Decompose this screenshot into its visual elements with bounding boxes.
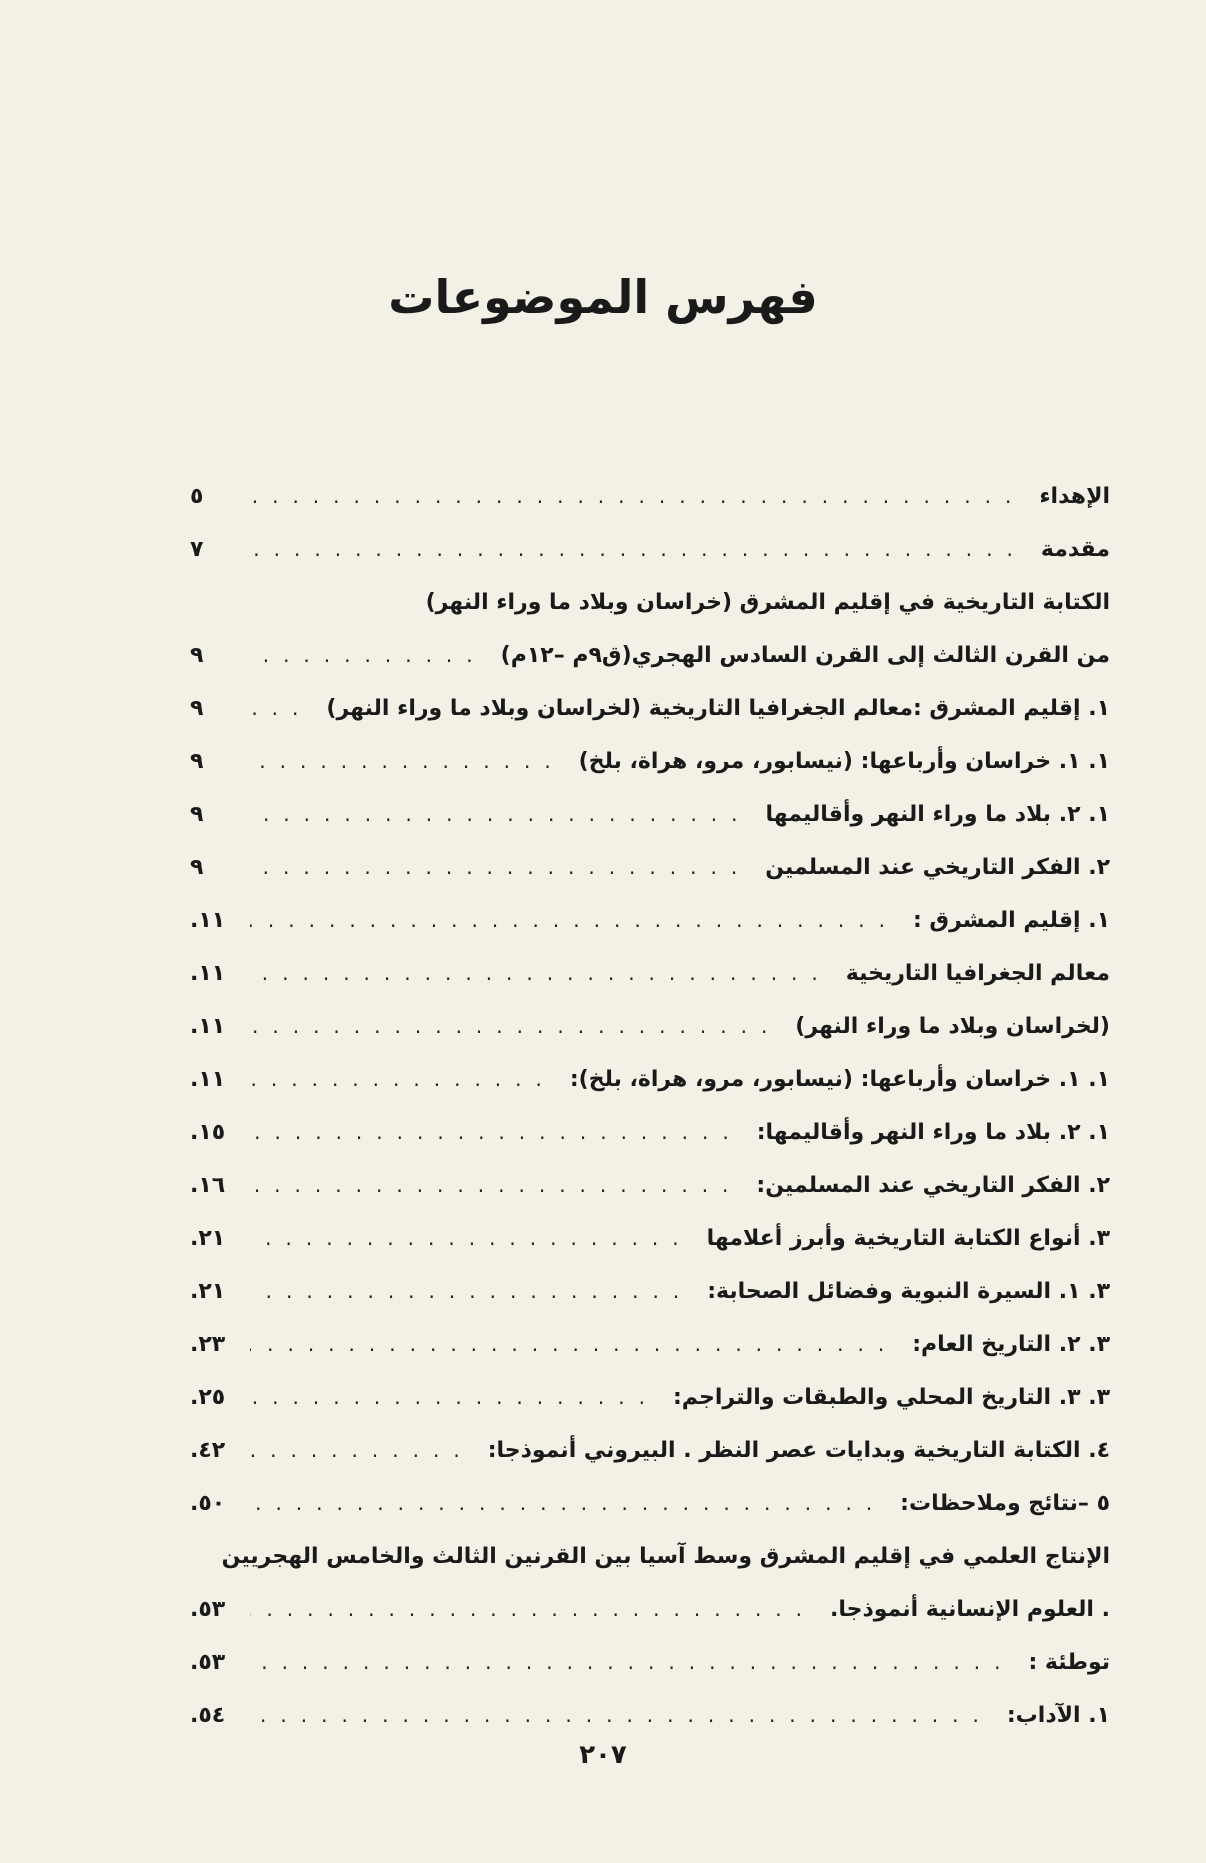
toc-label: مقدمة (1040, 537, 1110, 562)
toc-label: ١. الآداب: (1006, 1703, 1110, 1728)
toc-label: ٣. ٣. التاريخ المحلي والطبقات والتراجم: (672, 1385, 1110, 1410)
leader-dots (250, 1371, 659, 1424)
toc-row (190, 1530, 1110, 1583)
leader-dots (250, 788, 752, 841)
toc-label: ٢. الفكر التاريخي عند المسلمين (765, 855, 1110, 880)
toc-page-number: ٩ (190, 749, 204, 774)
toc-label: ٤. الكتابة التاريخية وبدايات عصر النظر . البيروني أنموذجا: (487, 1438, 1110, 1463)
leader-dots (250, 1636, 1014, 1689)
toc-label: ١. ١. خراسان وأرباعها: (نيسابور، مرو، هراة، بلخ) (578, 749, 1110, 774)
toc-row (190, 1212, 1110, 1265)
page-number: ٢٠٧ (579, 1740, 627, 1770)
toc-row (190, 1583, 1110, 1636)
toc-row (190, 629, 1110, 682)
toc-row (190, 1636, 1110, 1689)
toc-row (190, 1053, 1110, 1106)
toc-page-number: ٥٣. (190, 1650, 226, 1675)
page-title: فهرس الموضوعات (388, 270, 818, 324)
toc-page-number: ٧ (190, 537, 204, 562)
toc-label: ١. ٢. بلاد ما وراء النهر وأقاليمها: (756, 1120, 1110, 1145)
toc-label: . العلوم الإنسانية أنموذجا. (830, 1597, 1110, 1622)
toc-page-number: ١١. (190, 1067, 226, 1092)
toc-label: ٣. ١. السيرة النبوية وفضائل الصحابة: (707, 1279, 1110, 1304)
toc-row (190, 523, 1110, 576)
toc-row (190, 682, 1110, 735)
toc-page-number: ٢١. (190, 1226, 226, 1251)
toc-label: الإنتاج العلمي في إقليم المشرق وسط آسيا بين القرنين الثالث والخامس الهجريين (221, 1544, 1110, 1569)
leader-dots (250, 947, 832, 1000)
leader-dots (250, 1212, 693, 1265)
toc-page-number: ١٦. (190, 1173, 226, 1198)
toc-label: معالم الجغرافيا التاريخية (845, 961, 1110, 986)
toc-label: ٥ –نتائج وملاحظات: (900, 1491, 1110, 1516)
leader-dots (250, 1477, 886, 1530)
toc-label: الكتابة التاريخية في إقليم المشرق (خراسان وبلاد ما وراء النهر) (425, 590, 1110, 615)
toc-row (190, 1371, 1110, 1424)
toc-page-number: ٩ (190, 643, 204, 668)
toc-page-number: ١٥. (190, 1120, 226, 1145)
toc-label: (لخراسان وبلاد ما وراء النهر) (795, 1014, 1110, 1039)
toc-label: ١. إقليم المشرق : (912, 908, 1110, 933)
leader-dots (250, 682, 312, 735)
leader-dots (250, 523, 1027, 576)
toc-page-number: ١١. (190, 961, 226, 986)
toc-label: توطئة : (1028, 1650, 1110, 1675)
toc-label: من القرن الثالث إلى القرن السادس الهجري(ق٩م –١٢م) (500, 643, 1110, 668)
leader-dots (250, 841, 751, 894)
toc-page-number: ٤٢. (190, 1438, 226, 1463)
table-of-contents (190, 470, 1110, 1742)
toc-row (190, 1424, 1110, 1477)
leader-dots (250, 1318, 898, 1371)
toc-page-number: ٥٤. (190, 1703, 226, 1728)
toc-row (190, 1265, 1110, 1318)
toc-page-number: ١١. (190, 908, 226, 933)
toc-row (190, 1477, 1110, 1530)
toc-label: ٣. ٢. التاريخ العام: (912, 1332, 1110, 1357)
toc-label: ١. ١. خراسان وأرباعها: (نيسابور، مرو، هراة، بلخ): (569, 1067, 1110, 1092)
toc-page-number: ٢٣. (190, 1332, 226, 1357)
toc-row (190, 1689, 1110, 1742)
toc-label: ٣. أنواع الكتابة التاريخية وأبرز أعلامها (706, 1226, 1110, 1251)
leader-dots (250, 1159, 742, 1212)
leader-dots (250, 1000, 781, 1053)
leader-dots (250, 1053, 556, 1106)
toc-label: ١. إقليم المشرق :معالم الجغرافيا التاريخية (لخراسان وبلاد ما وراء النهر) (326, 696, 1110, 721)
toc-row (190, 894, 1110, 947)
toc-page-number: ٢٥. (190, 1385, 226, 1410)
leader-dots (250, 1583, 816, 1636)
toc-page-number: ٩ (190, 855, 204, 880)
leader-dots (250, 1689, 993, 1742)
toc-row (190, 1000, 1110, 1053)
leader-dots (250, 1424, 474, 1477)
toc-row (190, 576, 1110, 629)
toc-page-number: ٥٣. (190, 1597, 226, 1622)
toc-row (190, 1106, 1110, 1159)
toc-label: ٢. الفكر التاريخي عند المسلمين: (756, 1173, 1110, 1198)
toc-row (190, 735, 1110, 788)
toc-row (190, 788, 1110, 841)
toc-page-number: ٥ (190, 484, 204, 509)
leader-dots (250, 1106, 743, 1159)
leader-dots (250, 1265, 693, 1318)
toc-page-number: ٩ (190, 802, 204, 827)
toc-row (190, 1318, 1110, 1371)
leader-dots (250, 470, 1025, 523)
toc-page-number: ١١. (190, 1014, 226, 1039)
leader-dots (250, 735, 565, 788)
leader-dots (250, 629, 487, 682)
toc-row (190, 470, 1110, 523)
toc-row (190, 947, 1110, 1000)
toc-row (190, 841, 1110, 894)
toc-page-number: ٢١. (190, 1279, 226, 1304)
leader-dots (250, 894, 899, 947)
toc-page-number: ٩ (190, 696, 204, 721)
toc-page-number: ٥٠. (190, 1491, 226, 1516)
toc-label: ١. ٢. بلاد ما وراء النهر وأقاليمها (765, 802, 1110, 827)
toc-label: الإهداء (1039, 484, 1110, 509)
toc-row (190, 1159, 1110, 1212)
